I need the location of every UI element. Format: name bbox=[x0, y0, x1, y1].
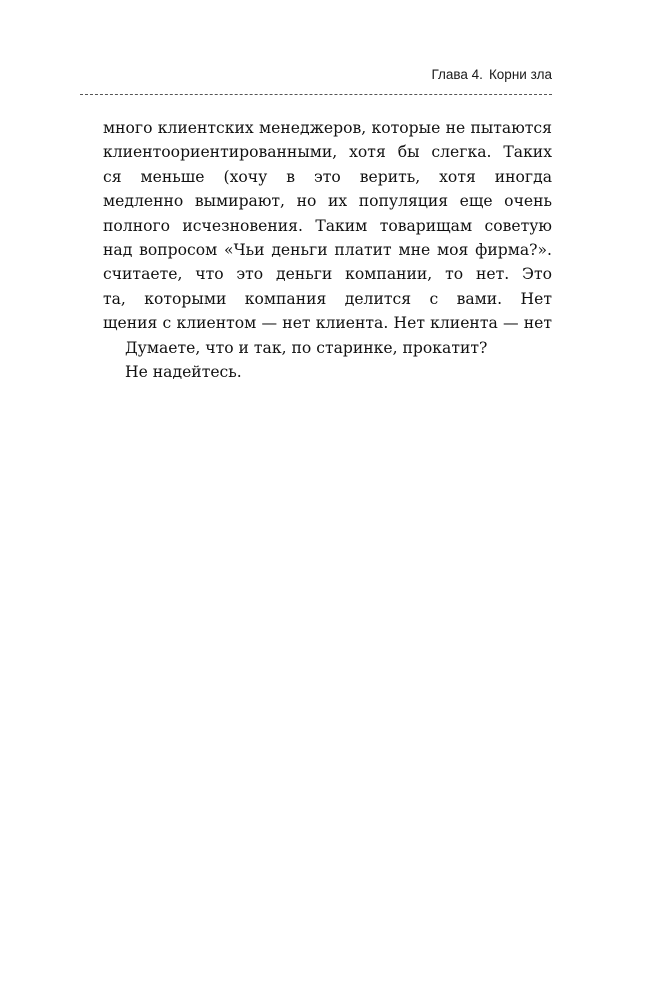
text-line: считаете, что это деньги компании, то нет. Это bbox=[103, 265, 552, 284]
text-line: та, которыми компания делится с вами. Нет bbox=[103, 289, 552, 308]
chapter-number: Глава 4. bbox=[431, 67, 483, 82]
paragraph: Не надейтесь. bbox=[125, 362, 242, 381]
text-line: над вопросом «Чьи деньги платит мне моя фирма?». bbox=[103, 240, 552, 259]
text-line: щения с клиентом — нет клиента. Нет клиента — нет bbox=[103, 314, 552, 333]
chapter-title: Корни зла bbox=[488, 67, 552, 82]
text-line: клиентоориентированными, хотя бы слегка. Таких bbox=[103, 143, 552, 162]
text-line: полного исчезновения. Таким товарищам советую bbox=[103, 216, 552, 235]
header-divider bbox=[80, 94, 552, 95]
running-header bbox=[431, 67, 552, 82]
text-line: ся меньше (хочу в это верить, хотя иногда bbox=[103, 167, 552, 186]
page-body bbox=[103, 116, 552, 384]
text-line: много клиентских менеджеров, которые не пытаются bbox=[103, 119, 552, 137]
text-line: медленно вымирают, но их популяция еще очень bbox=[103, 192, 552, 211]
paragraph: Думаете, что и так, по старинке, прокатит? bbox=[125, 338, 488, 357]
